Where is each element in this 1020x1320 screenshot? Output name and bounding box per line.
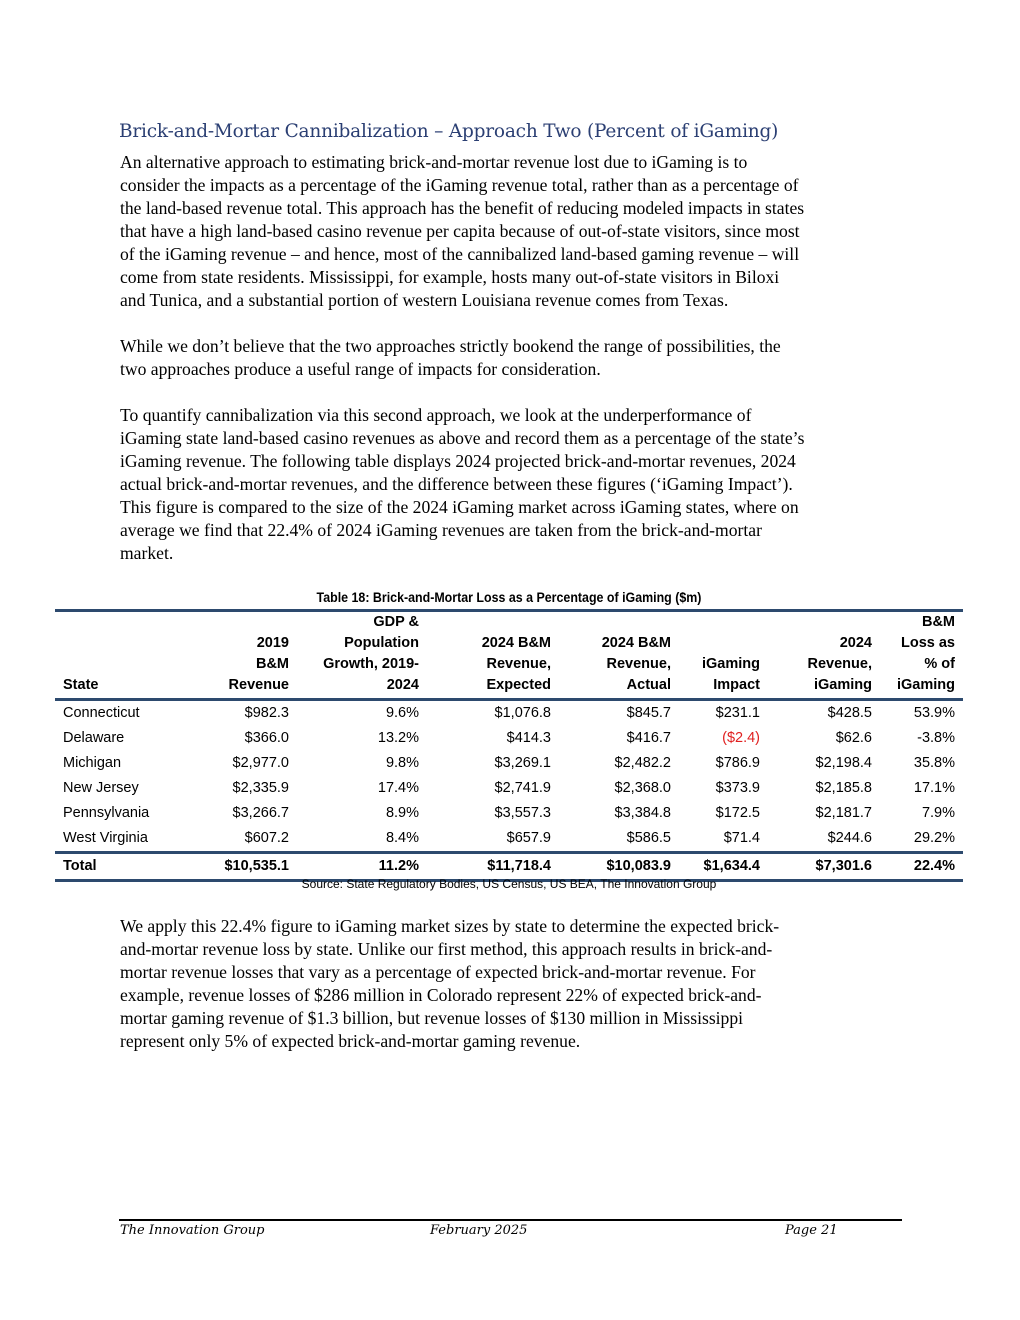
cell-igaming: $2,198.4: [815, 755, 872, 771]
text-line: mortar revenue losses that vary as a percentage of expected brick-and-mortar revenue. For: [120, 962, 756, 982]
cell-2019: $607.2: [244, 830, 289, 846]
cell-pct: 29.2%: [913, 830, 955, 846]
cell-state: Michigan: [63, 755, 122, 771]
paragraph-bookend: [120, 335, 910, 381]
cell-growth: 11.2%: [297, 853, 427, 881]
section-heading: Brick-and-Mortar Cannibalization – Approach Two (Percent of iGaming): [119, 121, 779, 142]
paragraph-apply-figure: [120, 915, 910, 1053]
text-line: To quantify cannibalization via this second approach, we look at the underperformance of: [120, 405, 752, 425]
text-line: An alternative approach to estimating brick-and-mortar revenue lost due to iGaming is to: [120, 152, 748, 172]
cell-state: West Virginia: [63, 830, 148, 846]
cell-2019: $982.3: [244, 705, 289, 721]
cell-growth: 9.6%: [385, 705, 419, 721]
text-line: represent only 5% of expected brick-and-mortar gaming revenue.: [120, 1031, 581, 1051]
text-line: that have a high land-based casino revenue per capita because of out-of-state visitors, since most: [120, 221, 800, 241]
cell-actual: $2,482.2: [614, 755, 671, 771]
text-line: two approaches produce a useful range of impacts for consideration.: [120, 359, 601, 379]
table-source-note: Source: State Regulatory Bodies, US Census, US BEA, The Innovation Group: [301, 877, 717, 891]
text-line: average we find that 22.4% of 2024 iGaming revenues are taken from the brick-and-mortar: [120, 520, 762, 540]
text-line: and-mortar revenue loss by state. Unlike our first method, this approach results in brick-and-: [120, 939, 773, 959]
cell-pct: 53.9%: [913, 705, 955, 721]
text-line: the land-based revenue total. This approach has the benefit of reducing modeled impacts in states: [120, 198, 805, 218]
cell-2019: $10,535.1: [195, 853, 297, 881]
cell-actual: $10,083.9: [559, 853, 679, 881]
table-row: [55, 776, 963, 801]
table-row: [55, 801, 963, 826]
header-loss-pct: B&M Loss as % of iGaming: [880, 611, 963, 700]
table-row: [55, 726, 963, 751]
cell-growth: 9.8%: [385, 755, 419, 771]
header-2019-revenue: 2019 B&M Revenue: [195, 611, 297, 700]
cell-impact-negative: ($2.4): [722, 730, 760, 746]
footer-page-number: Page 21: [785, 1223, 838, 1238]
cell-state: Connecticut: [63, 705, 140, 721]
cell-expected: $657.9: [506, 830, 551, 846]
table-header-row: [55, 611, 963, 700]
cell-actual: $3,384.8: [614, 805, 671, 821]
table-row: [55, 826, 963, 853]
cell-state: Pennsylvania: [63, 805, 150, 821]
header-expected: 2024 B&M Revenue, Expected: [427, 611, 559, 700]
cell-impact: $786.9: [715, 755, 760, 771]
cell-expected: $3,557.3: [494, 805, 551, 821]
text-line: actual brick-and-mortar revenues, and the difference between these figures (‘iGaming Impact’).: [120, 474, 793, 494]
cell-pct: 35.8%: [913, 755, 955, 771]
cell-expected: $11,718.4: [427, 853, 559, 881]
cell-pct: -3.8%: [917, 730, 955, 746]
cell-igaming: $62.6: [835, 730, 872, 746]
cell-pct: 7.9%: [921, 805, 955, 821]
text-line: and Tunica, and a substantial portion of western Louisiana revenue comes from Texas.: [120, 290, 729, 310]
text-line: market.: [120, 543, 174, 563]
cell-growth: 8.9%: [385, 805, 419, 821]
text-line: This figure is compared to the size of the 2024 iGaming market across iGaming states, where on: [120, 497, 799, 517]
cell-pct: 22.4%: [880, 853, 963, 881]
text-line: come from state residents. Mississippi, for example, hosts many out-of-state visitors in Biloxi: [120, 267, 780, 287]
cell-2019: $3,266.7: [232, 805, 289, 821]
cell-actual: $2,368.0: [614, 780, 671, 796]
table-row: [55, 700, 963, 727]
cell-igaming: $7,301.6: [768, 853, 880, 881]
text-line: example, revenue losses of $286 million in Colorado represent 22% of expected brick-and-: [120, 985, 762, 1005]
cell-expected: $3,269.1: [494, 755, 551, 771]
cell-state: New Jersey: [63, 780, 139, 796]
header-impact: iGaming Impact: [679, 611, 768, 700]
cell-impact: $71.4: [723, 830, 760, 846]
cell-2019: $366.0: [244, 730, 289, 746]
cell-impact: $172.5: [715, 805, 760, 821]
text-line: mortar gaming revenue of $1.3 billion, but revenue losses of $130 million in Mississippi: [120, 1008, 744, 1028]
cell-impact: $373.9: [715, 780, 760, 796]
cell-state: Total: [55, 853, 195, 881]
cell-igaming: $2,181.7: [815, 805, 872, 821]
table-row: [55, 751, 963, 776]
cell-growth: 17.4%: [377, 780, 419, 796]
cell-2019: $2,977.0: [232, 755, 289, 771]
footer-date: February 2025: [430, 1223, 528, 1238]
igaming-loss-table: [55, 609, 963, 882]
text-line: iGaming revenue. The following table displays 2024 projected brick-and-mortar revenues, 2024: [120, 451, 796, 471]
cell-growth: 13.2%: [377, 730, 419, 746]
cell-actual: $416.7: [626, 730, 671, 746]
header-growth: GDP & Population Growth, 2019- 2024: [297, 611, 427, 700]
cell-expected: $1,076.8: [494, 705, 551, 721]
cell-actual: $586.5: [626, 830, 671, 846]
header-state: State: [55, 611, 195, 700]
paragraph-approach-intro: [120, 151, 910, 312]
cell-actual: $845.7: [626, 705, 671, 721]
text-line: While we don’t believe that the two approaches strictly bookend the range of possibilities, the: [120, 336, 781, 356]
footer-divider: [119, 1219, 902, 1221]
cell-igaming: $2,185.8: [815, 780, 872, 796]
cell-impact: $1,634.4: [679, 853, 768, 881]
text-line: of the iGaming revenue – and hence, most of the cannibalized land-based gaming revenue – will: [120, 244, 800, 264]
cell-growth: 8.4%: [385, 830, 419, 846]
cell-expected: $2,741.9: [494, 780, 551, 796]
cell-2019: $2,335.9: [232, 780, 289, 796]
header-actual: 2024 B&M Revenue, Actual: [559, 611, 679, 700]
cell-state: Delaware: [63, 730, 125, 746]
table-title: Table 18: Brick-and-Mortar Loss as a Percentage of iGaming ($m): [316, 590, 702, 605]
cell-impact: $231.1: [715, 705, 760, 721]
text-line: We apply this 22.4% figure to iGaming market sizes by state to determine the expected brick-: [120, 916, 780, 936]
cell-igaming: $244.6: [827, 830, 872, 846]
paragraph-quantify: [120, 404, 910, 565]
text-line: consider the impacts as a percentage of the iGaming revenue total, rather than as a percentage of: [120, 175, 799, 195]
text-line: iGaming state land-based casino revenues as above and record them as a percentage of the state’s: [120, 428, 805, 448]
cell-pct: 17.1%: [913, 780, 955, 796]
header-igaming-revenue: 2024 Revenue, iGaming: [768, 611, 880, 700]
cell-igaming: $428.5: [827, 705, 872, 721]
footer-company: The Innovation Group: [120, 1223, 265, 1238]
cell-expected: $414.3: [506, 730, 551, 746]
